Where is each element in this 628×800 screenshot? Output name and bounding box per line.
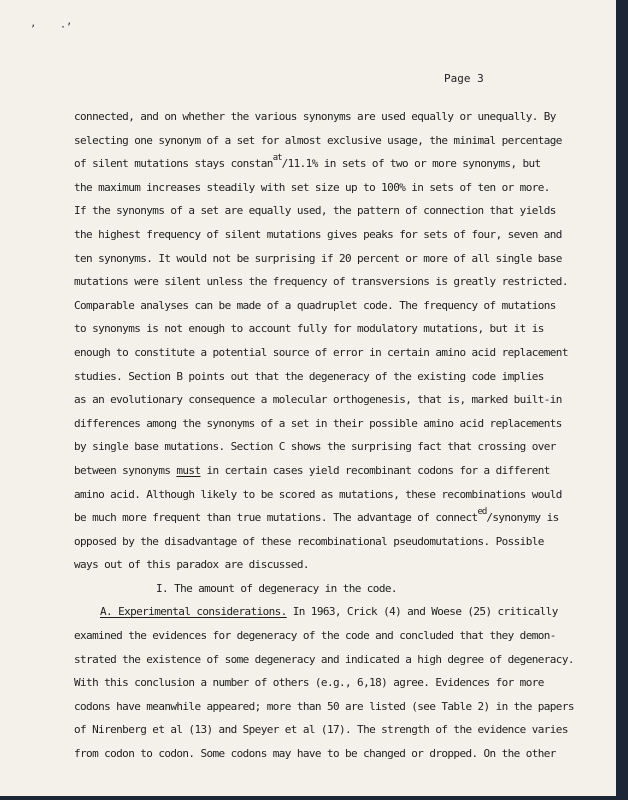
text-line: examined the evidences for degeneracy of the code and concluded that they demon- <box>74 629 556 643</box>
text-line: mutations were silent unless the frequency of transversions is greatly restricted. <box>74 275 568 289</box>
text-line: to synonyms is not enough to account fully for modulatory mutations, but it is <box>74 322 544 336</box>
text-line: strated the existence of some degeneracy and indicated a high degree of degeneracy. <box>74 652 574 666</box>
page-number: Page 3 <box>444 72 484 85</box>
text-line: connected, and on whether the various synonyms are used equally or unequally. By <box>74 110 556 123</box>
text-line: studies. Section B points out that the degeneracy of the existing code implies <box>74 369 544 383</box>
text-line: amino acid. Although likely to be scored as mutations, these recombinations would <box>74 487 562 501</box>
underlined-word: must <box>176 463 201 477</box>
section-heading: I. The amount of degeneracy in the code. <box>156 581 397 595</box>
handwritten-correction: at <box>272 153 282 164</box>
text-line: be much more frequent than true mutations. The advantage of connect$^{ed}$/synonymy is <box>74 507 559 525</box>
text-line: of Nirenberg et al (13) and Speyer et al (17). The strength of the evidence varies <box>74 723 568 737</box>
text-line: enough to constitute a potential source of error in certain amino acid replacement <box>74 345 568 359</box>
text-line: as an evolutionary consequence a molecular orthogenesis, that is, marked built-in <box>74 393 562 407</box>
text-line: With this conclusion a number of others (e.g., 6,18) agree. Evidences for more <box>74 676 544 690</box>
subsection-heading: A. Experimental considerations. <box>100 605 287 619</box>
text-line: of silent mutations stays constan$^{at}$/11.1% in sets of two or more synonyms, but <box>74 153 541 171</box>
subsection-line: A. Experimental considerations. In 1963, Crick (4) and Woese (25) critically <box>100 605 558 619</box>
handwritten-correction: ed <box>477 507 487 518</box>
text-line: by single base mutations. Section C shows the surprising fact that crossing over <box>74 440 556 454</box>
text-line: Comparable analyses can be made of a quadruplet code. The frequency of mutations <box>74 298 556 312</box>
text-line: opposed by the disadvantage of these recombinational pseudomutations. Possible <box>74 534 544 548</box>
corner-mark-left: ʼ <box>30 24 37 35</box>
text-line: from codon to codon. Some codons may have to be changed or dropped. On the other <box>74 747 556 761</box>
text-line: If the synonyms of a set are equally used, the pattern of connection that yields <box>74 204 556 218</box>
scan-border-right <box>616 0 628 800</box>
body-text <box>74 105 574 766</box>
text-line: differences among the synonyms of a set in their possible amino acid replacements <box>74 416 562 430</box>
text-line: ways out of this paradox are discussed. <box>74 558 309 572</box>
text-line: the maximum increases steadily with set size up to 100% in sets of ten or more. <box>74 180 550 194</box>
scan-border-bottom <box>0 796 628 800</box>
text-line: the highest frequency of silent mutations gives peaks for sets of four, seven and <box>74 227 562 241</box>
text-line: between synonyms must in certain cases yield recombinant codons for a different <box>74 463 550 477</box>
text-line: codons have meanwhile appeared; more than 50 are listed (see Table 2) in the papers <box>74 699 574 713</box>
corner-mark-right: ·ʼ <box>60 22 73 33</box>
text-line: selecting one synonym of a set for almost exclusive usage, the minimal percentage <box>74 133 562 147</box>
text-line: ten synonyms. It would not be surprising if 20 percent or more of all single base <box>74 251 562 265</box>
